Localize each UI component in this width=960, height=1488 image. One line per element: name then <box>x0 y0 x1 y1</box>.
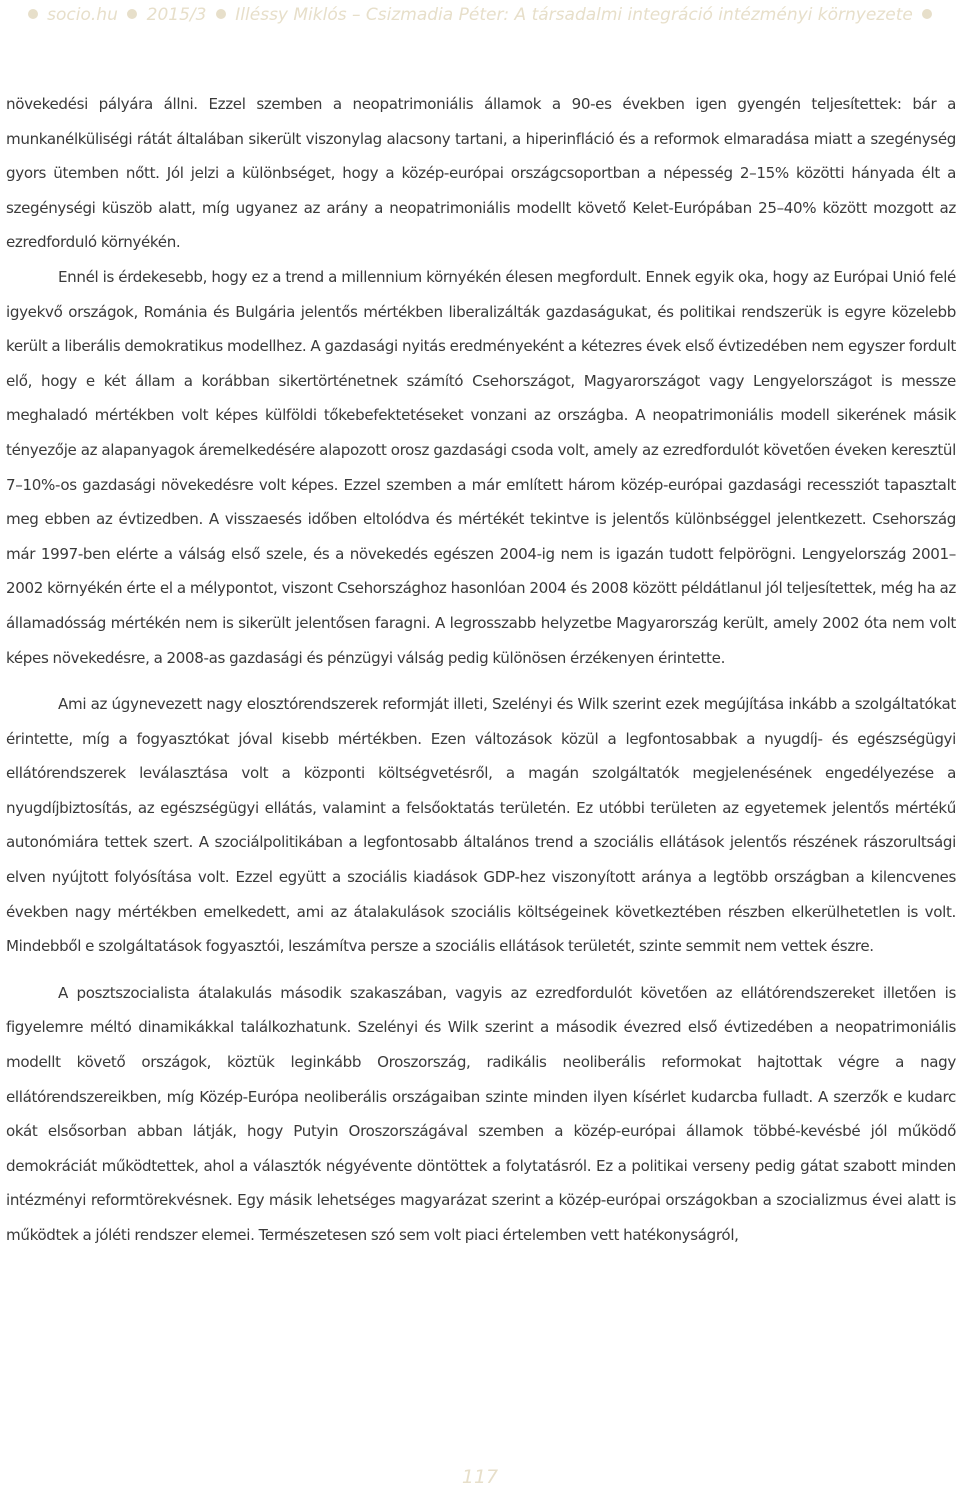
bullet-icon <box>127 9 137 19</box>
paragraph-1: növekedési pályára állni. Ezzel szemben a neopatrimoniális államok a 90-es években igen gyengén teljesítettek: bár a munkanélküliségi rátát általában sikerült viszonylag alacsony tartani, a hiperinfláció és a reformok elmaradása miatt a szegénység gyors ütemben nőtt. Jól jelzi a különbséget, hogy a közép-európai országcsoportban a népesség 2–15% közötti hányada élt a szegénységi küszöb alatt, míg ugyanez az arány a neopatrimoniális modellt követő Kelet-Európában 25–40% között mozgott az ezredforduló környékén. <box>6 95 956 252</box>
header-article: Illéssy Miklós – Csizmadia Péter: A társadalmi integráció intézményi környezete <box>235 5 913 25</box>
article-body <box>6 87 956 1253</box>
bullet-icon <box>28 9 38 19</box>
page-number: 117 <box>461 1466 499 1488</box>
paragraph-3: Ami az úgynevezett nagy elosztórendszerek reformját illeti, Szelényi és Wilk szerint ezek megújítása inkább a szolgáltatókat érintette, míg a fogyasztókat jóval kisebb mértékben. Ezen változások közül a legfontosabbak a nyugdíj- és egészségügyi ellátórendszerek leválasztása volt a központi költségvetésről, a magán szolgáltatók megjelenésének engedélyezése a nyugdíjbiztosítás, az egészségügyi ellátás, valamint a felsőoktatás területén. Ez utóbbi területen az egyetemek jelentős mértékű autonómiára tettek szert. A szociálpolitikában a legfontosabb általános trend a szociális ellátások jelentős részének rászorultsági elven nyújtott folyósítása volt. Ezzel együtt a szociális kiadások GDP-hez viszonyított aránya a legtöbb országban a kilencvenes években nagy mértékben emelkedett, ami az átalakulások szociális költségeinek következtében részben elkerülhetetlen is volt. Mindebből e szolgáltatások fogyasztói, leszámítva persze a szociális ellátások területét, szinte semmit nem vettek észre. <box>6 695 956 956</box>
bullet-icon <box>922 9 932 19</box>
paragraph-4: A posztszocialista átalakulás második szakaszában, vagyis az ezredfordulót követően az ellátórendszereket illetően is figyelemre méltó dinamikákkal találkozhatunk. Szelényi és Wilk szerint a második évezred első évtizedében a neopatrimoniális modellt követő országok, köztük leginkább Oroszország, radikális neoliberális reformokat hajtottak végre a nagy ellátórendszereikben, míg Közép-Európa neoliberális országaiban szinte minden ilyen kísérlet kudarcba fulladt. A szerzők e kudarc okát elsősorban abban látják, hogy Putyin Oroszországával szemben a közép-európai államok többé-kevésbé jól működő demokráciát működtettek, ahol a választók négyévente döntöttek a folytatásról. Ez a politikai verseny pedig gátat szabott minden intézményi reformtörekvésnek. Egy másik lehetséges magyarázat szerint a közép-európai országokban a szocializmus évei alatt is működtek a jóléti rendszer elemei. Természetesen szó sem volt piaci értelemben vett hatékonyságról, <box>6 983 956 1244</box>
paragraph-2: Ennél is érdekesebb, hogy ez a trend a millennium környékén élesen megfordult. Ennek egyik oka, hogy az Európai Unió felé igyekvő országok, Románia és Bulgária jelentős mértékben liberalizálták gazdaságukat, és politikai rendszerük is egyre közelebb került a liberális demokratikus modellhez. A gazdasági nyitás eredményeként a kétezres évek első évtizedében nem egyszer fordult elő, hogy e két állam a korábban sikertörténetnek számító Csehországot, Magyarországot vagy Lengyelországot is messze meghaladó mértékben volt képes külföldi tőkebefektetéseket vonzani az országba. A neopatrimoniális modell sikerének másik tényezője az alapanyagok áremelkedésére alapozott orosz gazdasági csoda volt, amely az ezredfordulót követően éveken keresztül 7–10%-os gazdasági növekedésre volt képes. Ezzel szemben a már említett három közép-európai gazdasági recessziót tapasztalt meg ebben az évtizedben. A visszaesés időben eltolódva és mértékét tekintve is jelentős különbséggel jelentkezett. Csehország már 1997-ben elérte a válság első szele, és a növekedés egészen 2004-ig nem is igazán tudott felpörögni. Lengyelország 2001–2002 környékén érte el a mélypontot, viszont Csehországhoz hasonlóan 2004 és 2008 között példátlanul jól teljesítettek, még ha az államadósság mértékén nem is sikerült jelentősen faragni. A legrosszabb helyzetbe Magyarország került, amely 2002 óta nem volt képes növekedésre, a 2008-as gazdasági és pénzügyi válság pedig különösen érzékenyen érintette. <box>6 267 956 667</box>
bullet-icon <box>216 9 226 19</box>
header-site: socio.hu <box>47 5 118 25</box>
running-header <box>0 4 960 26</box>
header-issue: 2015/3 <box>146 5 207 25</box>
